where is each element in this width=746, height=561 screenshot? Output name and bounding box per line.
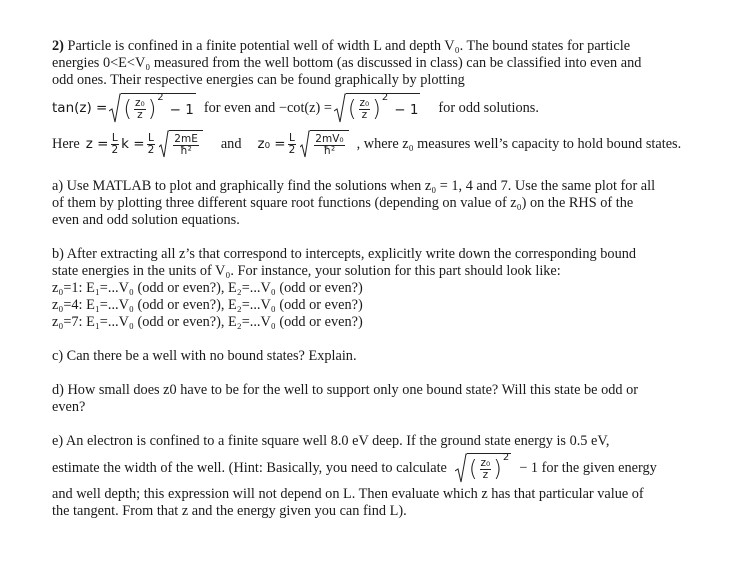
part-b — [52, 246, 686, 331]
intro-line-2: energies 0<E<V₀ measured from the well bottom (as discussed in class) can be classified into even and — [52, 55, 642, 71]
part-b-example-row-1: z₀=1: E₁=...V₀ (odd or even?), E₂=...V₀ (odd or even?) — [52, 280, 363, 296]
sqrt-2mV0 — [300, 130, 348, 158]
frac-z-den: z — [137, 109, 143, 121]
equation-definitions — [52, 127, 686, 161]
part-b-line-2: state energies in the units of V₀. For instance, your solution for this part should look like: — [52, 263, 561, 279]
frac-L-3: L — [289, 131, 295, 144]
z0-description: , where z₀ measures well’s capacity to hold bound states. — [356, 135, 682, 152]
exp-2: 2 — [157, 92, 164, 103]
part-e — [52, 433, 686, 450]
sqrt-odd: ( $\frac{\text{z₀}}{z}$ ) 2 − 1 — [334, 93, 421, 123]
intro-paragraph — [52, 38, 686, 89]
sqrt-even: ( $\frac{\text{z₀}}{z}$ ) 2 − 1 — [109, 93, 196, 123]
z0-eq: z₀ = — [257, 136, 286, 152]
part-a-line-3: even and odd solution equations. — [52, 212, 240, 228]
eq-tan-lhs: tan(z) = — [52, 100, 108, 116]
eq-end-text: for odd solutions. — [438, 99, 539, 116]
frac-2mE: 2mE — [174, 133, 198, 145]
part-e-line-2 — [52, 450, 686, 486]
frac-L-2: L — [148, 131, 154, 144]
part-b-example-row-3: z₀=7: E₁=...V₀ (odd or even?), E₂=...V₀ (odd or even?) — [52, 314, 363, 330]
part-b-example-row-2: z₀=4: E₁=...V₀ (odd or even?), E₂=...V₀ (odd or even?) — [52, 297, 363, 313]
minus-one: − 1 — [169, 101, 194, 118]
frac-2-1: 2 — [111, 143, 119, 156]
part-e-line-2a: estimate the width of the well. (Hint: Basically, you need to calculate — [52, 459, 447, 476]
frac-z0-num-odd: z₀ — [359, 97, 370, 109]
problem-number: 2) — [52, 38, 64, 54]
here-text: Here — [52, 135, 80, 152]
part-c-line-1: c) Can there be a well with no bound states? Explain. — [52, 348, 357, 364]
k-eq: k = — [121, 136, 145, 152]
exp-2-odd: 2 — [381, 92, 389, 103]
part-a-line-2: of them by plotting three different square root functions (depending on value of z₀) on the RHS of the — [52, 195, 634, 211]
frac-2-3: 2 — [288, 143, 296, 156]
part-c — [52, 348, 686, 365]
eq-mid-text: for even and −cot(z) = — [203, 99, 332, 116]
part-e-rest — [52, 486, 686, 520]
z-eq: z = — [85, 136, 109, 152]
frac-z0-num: z₀ — [134, 97, 145, 109]
frac-z-den-hint: z — [482, 469, 489, 481]
part-d — [52, 382, 686, 416]
frac-hbar2-2: ħ² — [323, 145, 336, 157]
part-e-line-4: the tangent. From that z and the energy given you can find L). — [52, 503, 407, 519]
part-e-line-1: e) An electron is confined to a finite square well 8.0 eV deep. If the ground state energy is 0.5 eV, — [52, 433, 610, 449]
frac-z-den-odd: z — [361, 109, 368, 121]
part-e-line-2b: − 1 for the given energy — [519, 459, 657, 476]
frac-L-1: L — [111, 131, 118, 144]
part-e-line-3: and well depth; this expression will not depend on L. Then evaluate which z has that particular value of — [52, 486, 644, 502]
sqrt-2mE — [159, 130, 203, 158]
frac-2-2: 2 — [147, 143, 155, 156]
intro-line-1: Particle is confined in a finite potential well of width L and depth V₀. The bound states for particle — [67, 38, 631, 54]
part-d-line-2: even? — [52, 399, 86, 415]
intro-line-3: odd ones. Their respective energies can be found graphically by plotting — [52, 72, 465, 88]
and-text: and — [220, 135, 242, 152]
frac-z0-num-hint: z₀ — [480, 457, 491, 469]
part-a-line-1: a) Use MATLAB to plot and graphically find the solutions when z₀ = 1, 4 and 7. Use the same plot for all — [52, 178, 656, 194]
equation-even-odd — [52, 89, 686, 127]
part-a — [52, 178, 686, 229]
part-d-line-1: d) How small does z0 have to be for the well to support only one bound state? Will this state be odd or — [52, 382, 639, 398]
exp-2-hint: 2 — [502, 452, 510, 463]
frac-2mV0: 2mV₀ — [315, 133, 344, 145]
frac-hbar2: ħ² — [180, 145, 192, 157]
sqrt-hint: ( $\frac{\text{z₀}}{z}$ ) 2 — [455, 453, 511, 483]
minus-one-odd: − 1 — [394, 101, 419, 118]
part-b-line-1: b) After extracting all z’s that correspond to intercepts, explicitly write down the corresponding bound — [52, 246, 637, 262]
